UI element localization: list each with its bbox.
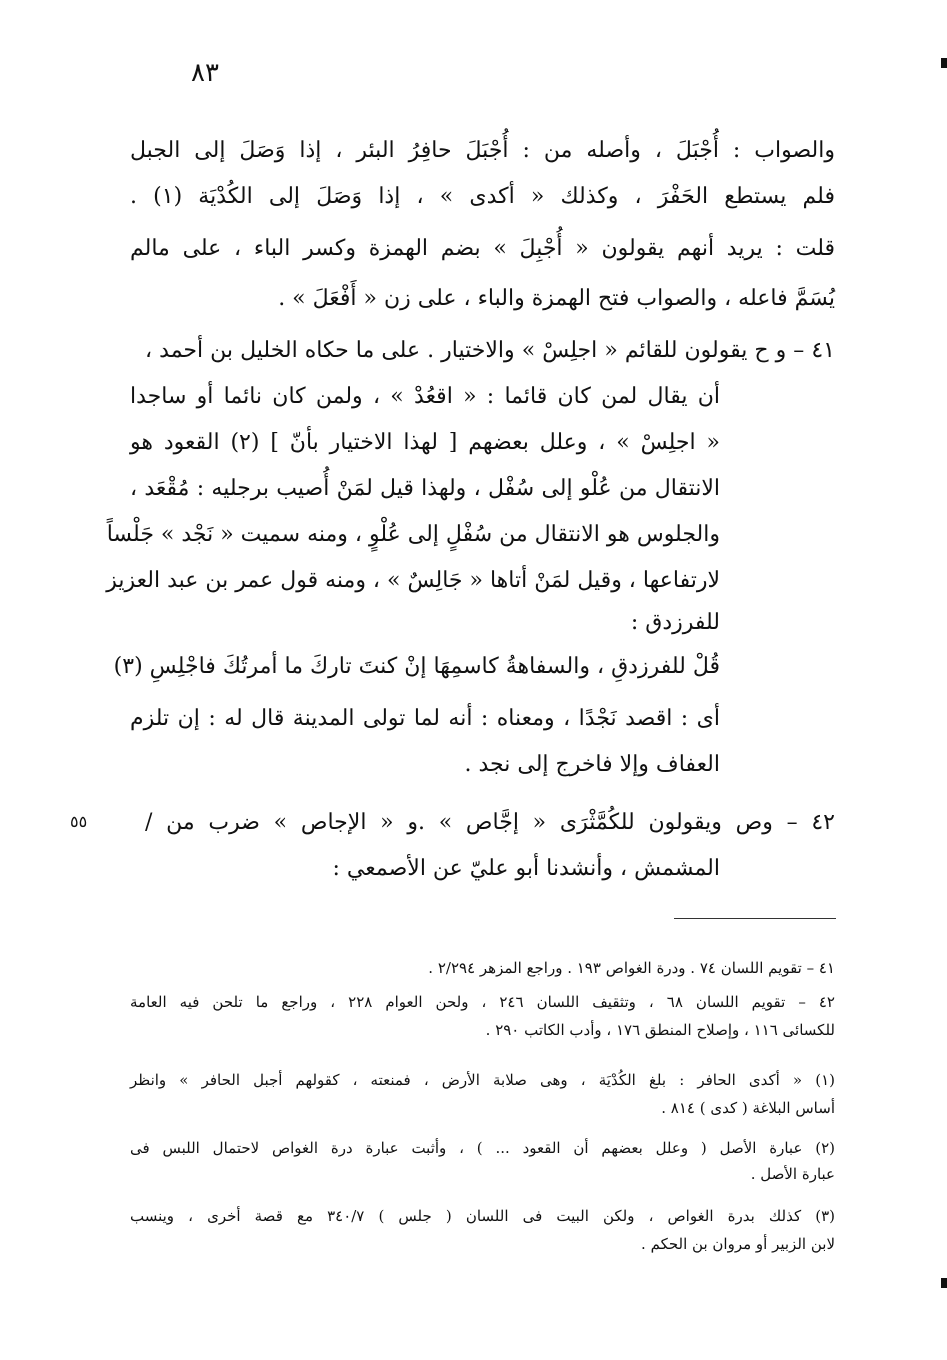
line-14: العفاف وإلا فاخرج إلى نجد . bbox=[464, 752, 720, 777]
line-1: والصواب : أُجْبَلَ ، وأصله من : أُجْبَلَ حافِرُ البئر ، إذا وَصَلَ إلى الجبل bbox=[130, 138, 835, 163]
footnote-1-line-1: (١) « أكدى الحافر : بلغ الكُدْيَة ، وهى صلابة الأرض ، فمنعته ، كقولهم أجبل الحافر » وانظر bbox=[130, 1071, 835, 1089]
margin-note: ٥٥ bbox=[70, 812, 88, 831]
edge-mark-bottom bbox=[941, 1278, 947, 1288]
line-4: يُسَمَّ فاعله ، والصواب فتح الهمزة والباء ، على زن « أَفْعَلَ » . bbox=[278, 286, 835, 311]
page-number: ٨٣ bbox=[191, 58, 219, 88]
line-11: للفرزدق : bbox=[630, 610, 720, 635]
line-3: قلت : يريد أنهم يقولون « أُجْبِلَ » بضم الهمزة وكسر الباء ، على مالم bbox=[130, 236, 835, 261]
line-9: والجلوس هو الانتقال من سُفْلٍ إلى عُلْوٍ ، ومنه سميت « نَجْد » جَلْساً bbox=[106, 522, 720, 547]
footnote-41: ٤١ – تقويم اللسان ٧٤ . ودرة الغواص ١٩٣ . وراجع المزهر ٢/٢٩٤ . bbox=[428, 959, 835, 977]
line-6: أن يقال لمن كان قائما : « اقعُدْ » ، ولمن كان نائما أو ساجدا bbox=[130, 384, 720, 409]
line-8: الانتقال من عُلْو إلى سُفْل ، ولهذا قيل لمَنْ أُصيب برجليه : مُقْعَد ، bbox=[130, 476, 720, 501]
line-13: أى : اقصد نَجْدًا ، ومعناه : أنه لما تولى المدينة قال له : إن تلزم bbox=[130, 706, 720, 731]
footnote-2-line-1: (٢) عبارة الأصل ( وعلل بعضهم أن القعود ... ) ، وأثبت عبارة درة الغواص لاحتمال اللبس فى bbox=[130, 1139, 835, 1157]
edge-mark-top bbox=[941, 58, 947, 68]
footnote-2-line-2: عبارة الأصل . bbox=[750, 1165, 835, 1183]
footnote-3-line-1: (٣) كذلك بدرة الغواص ، ولكن البيت فى اللسان ( جلس ) ٣٤٠/٧ مع قصة أخرى ، وينسب bbox=[130, 1207, 835, 1225]
footnote-rule bbox=[674, 918, 836, 919]
line-10: لارتفاعها ، وقيل لمَنْ أتاها « جَالِسٌ » ، ومنه قول عمر بن عبد العزيز bbox=[106, 568, 720, 593]
footnote-1-line-2: أساس البلاغة ( كدى ) ٨١٤ . bbox=[661, 1099, 835, 1117]
footnote-42-line-2: للكسائى ١١٦ ، وإصلاح المنطق ١٧٦ ، وأدب الكاتب ٢٩٠ . bbox=[485, 1021, 835, 1039]
footnote-42-line-1: ٤٢ – تقويم اللسان ٦٨ ، وتثقيف اللسان ٢٤٦ ، ولحن العوام ٢٢٨ ، وراجع ما تلحن فيه العامة bbox=[130, 993, 835, 1011]
verse-line: قُلْ للفرزدقِ ، والسفاهةُ كاسمِهَا إنْ كنتَ تاركَ ما أمرتُكَ فاجْلِسِ (٣) bbox=[113, 654, 720, 679]
line-5: ٤١ – و ح يقولون للقائم « اجلِسْ » والاختيار . على ما حكاه الخليل بن أحمد ، bbox=[145, 338, 835, 363]
line-7: « اجلِسْ » ، وعلل بعضهم [ لهذا الاختيار بأنّ ] (٢) القعود هو bbox=[130, 430, 720, 455]
line-2: فلم يستطع الحَفْرَ ، وكذلك « أكدى » ، إذا وَصَلَ إلى الكُدْيَة (١) . bbox=[130, 184, 835, 209]
footnote-3-line-2: لابن الزبير أو مروان بن الحكم . bbox=[641, 1235, 835, 1253]
line-15: ٤٢ – وص ويقولون للكُمَّثْرَى « إجَّاص » .و « الإجاص » ضرب من / bbox=[145, 810, 835, 835]
line-16: المشمش ، وأنشدنا أبو عليّ عن الأصمعي : bbox=[332, 856, 720, 881]
